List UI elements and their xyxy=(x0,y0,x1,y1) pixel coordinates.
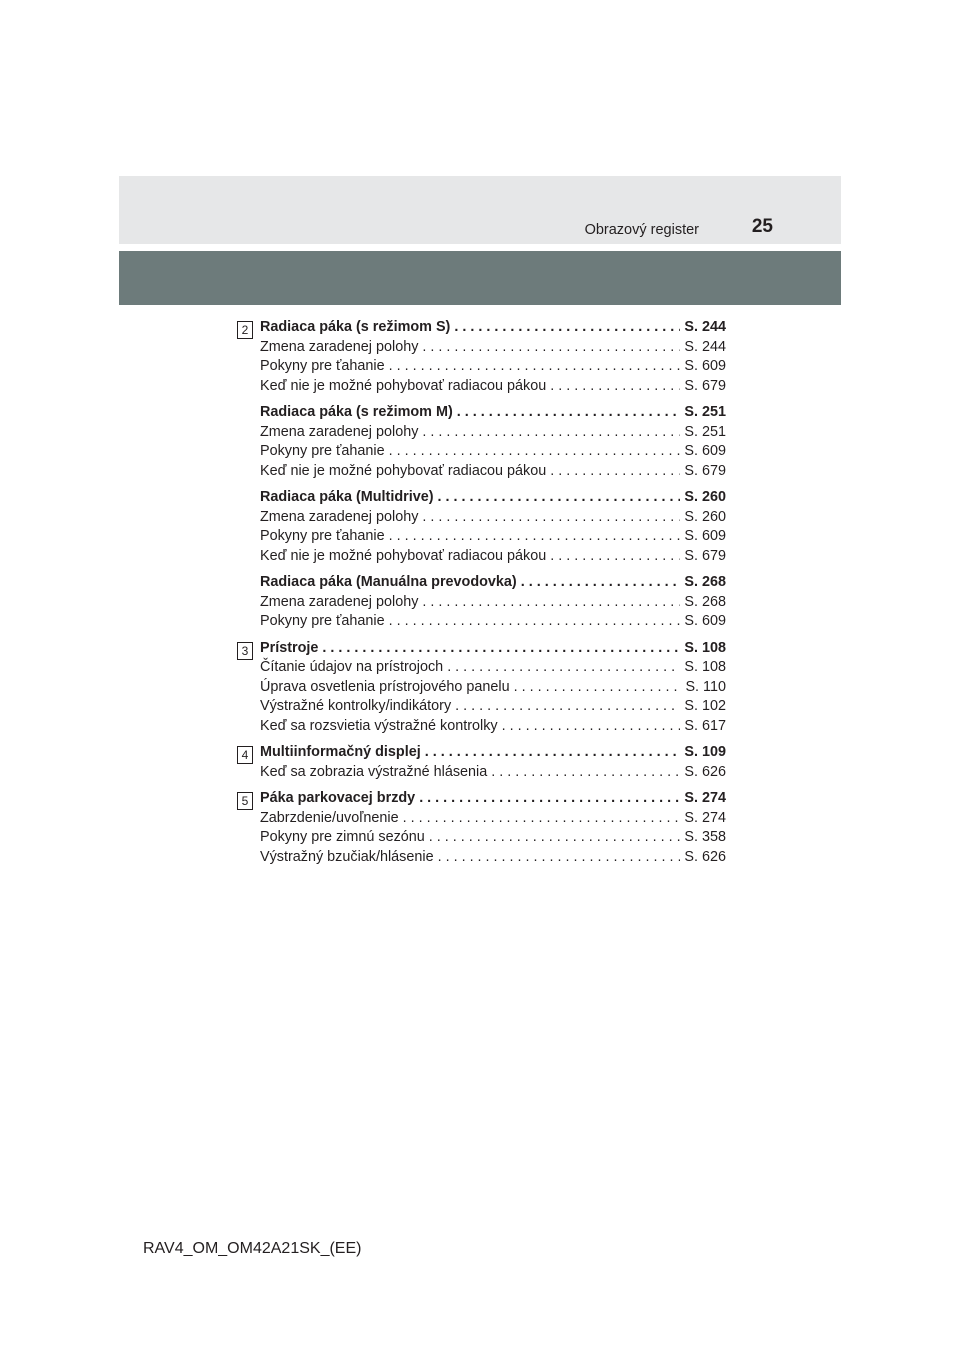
dot-leader xyxy=(521,573,681,593)
dot-leader xyxy=(514,678,682,698)
entry-page-ref: S. 108 xyxy=(684,659,726,675)
index-sub-entry[interactable] xyxy=(260,828,726,848)
index-group xyxy=(236,743,726,782)
dot-leader xyxy=(447,658,680,678)
entry-label: Výstražný bzučiak/hlásenie xyxy=(260,848,434,865)
entry-page-ref: S. 679 xyxy=(684,377,726,394)
index-heading-entry[interactable] xyxy=(260,403,726,423)
index-sub-entry[interactable] xyxy=(260,612,726,632)
dot-leader xyxy=(389,442,681,462)
chapter-bar xyxy=(119,251,841,305)
entry-page-ref: S. 109 xyxy=(684,744,726,760)
callout-number-badge: 3 xyxy=(237,642,253,660)
entry-page-ref: S. 110 xyxy=(685,678,726,695)
index-heading-entry[interactable] xyxy=(260,639,726,659)
index-group xyxy=(236,488,726,566)
entry-label: Zabrzdenie/uvoľnenie xyxy=(260,809,399,826)
entry-page-ref: S. 251 xyxy=(684,423,726,440)
entry-page-ref: S. 609 xyxy=(684,443,726,459)
entry-label: Zmena zaradenej polohy xyxy=(260,593,419,610)
entry-page-ref: S. 260 xyxy=(684,508,726,525)
entry-label: Zmena zaradenej polohy xyxy=(260,423,419,440)
dot-leader xyxy=(403,809,681,829)
entry-label: Radiaca páka (Multidrive) xyxy=(260,489,434,505)
index-sub-entry[interactable] xyxy=(260,527,726,547)
page-number: 25 xyxy=(751,216,773,237)
entry-label: Keď nie je možné pohybovať radiacou pákou xyxy=(260,377,547,394)
dot-leader xyxy=(422,338,680,358)
entry-label: Keď nie je možné pohybovať radiacou pákou xyxy=(260,462,547,479)
callout-number-badge: 2 xyxy=(237,321,253,339)
dot-leader xyxy=(389,612,681,632)
dot-leader xyxy=(422,593,680,613)
index-sub-entry[interactable] xyxy=(260,547,726,567)
index-sub-entry[interactable] xyxy=(260,442,726,462)
entry-page-ref: S. 617 xyxy=(684,717,726,734)
index-group xyxy=(236,789,726,867)
entry-page-ref: S. 626 xyxy=(684,848,726,865)
index-group xyxy=(236,639,726,737)
dot-leader xyxy=(454,318,680,338)
dot-leader xyxy=(425,743,681,763)
dot-leader xyxy=(322,639,680,659)
index-sub-entry[interactable] xyxy=(260,678,726,698)
entry-page-ref: S. 268 xyxy=(684,593,726,610)
index-sub-entry[interactable] xyxy=(260,848,726,868)
dot-leader xyxy=(389,357,681,377)
index-group xyxy=(236,318,726,396)
entry-label: Pokyny pre ťahanie xyxy=(260,613,385,629)
entry-label: Výstražné kontrolky/indikátory xyxy=(260,698,452,714)
dot-leader xyxy=(438,488,681,508)
entry-page-ref: S. 108 xyxy=(684,639,726,656)
dot-leader xyxy=(438,848,681,868)
index-sub-entry[interactable] xyxy=(260,593,726,613)
entry-label: Zmena zaradenej polohy xyxy=(260,508,419,525)
entry-page-ref: S. 268 xyxy=(684,574,726,590)
index-sub-entry[interactable] xyxy=(260,462,726,482)
entry-label: Prístroje xyxy=(260,639,319,656)
dot-leader xyxy=(550,462,680,482)
entry-page-ref: S. 260 xyxy=(684,489,726,505)
index-list xyxy=(236,318,726,874)
dot-leader xyxy=(422,423,680,443)
entry-label: Multiinformačný displej xyxy=(260,744,421,760)
entry-label: Úprava osvetlenia prístrojového panelu xyxy=(260,678,510,695)
index-group xyxy=(236,403,726,481)
entry-page-ref: S. 679 xyxy=(684,547,726,564)
index-sub-entry[interactable] xyxy=(260,763,726,783)
index-heading-entry[interactable] xyxy=(260,488,726,508)
entry-page-ref: S. 274 xyxy=(684,809,726,826)
entry-label: Pokyny pre ťahanie xyxy=(260,358,385,374)
entry-page-ref: S. 358 xyxy=(684,829,726,845)
index-sub-entry[interactable] xyxy=(260,423,726,443)
index-heading-entry[interactable] xyxy=(260,743,726,763)
dot-leader xyxy=(422,508,680,528)
index-sub-entry[interactable] xyxy=(260,697,726,717)
entry-page-ref: S. 609 xyxy=(684,528,726,544)
entry-page-ref: S. 102 xyxy=(684,698,726,714)
index-sub-entry[interactable] xyxy=(260,508,726,528)
entry-label: Radiaca páka (Manuálna prevodovka) xyxy=(260,574,517,590)
index-sub-entry[interactable] xyxy=(260,338,726,358)
entry-page-ref: S. 609 xyxy=(684,358,726,374)
dot-leader xyxy=(502,717,681,737)
header-band xyxy=(119,176,841,244)
dot-leader xyxy=(455,697,680,717)
entry-page-ref: S. 274 xyxy=(684,790,726,806)
index-sub-entry[interactable] xyxy=(260,377,726,397)
dot-leader xyxy=(550,547,680,567)
entry-page-ref: S. 251 xyxy=(684,404,726,420)
entry-page-ref: S. 244 xyxy=(684,338,726,355)
entry-label: Keď nie je možné pohybovať radiacou pákou xyxy=(260,547,547,564)
dot-leader xyxy=(550,377,680,397)
entry-page-ref: S. 679 xyxy=(684,462,726,479)
dot-leader xyxy=(419,789,680,809)
index-heading-entry[interactable] xyxy=(260,789,726,809)
entry-label: Radiaca páka (s režimom S) xyxy=(260,319,451,335)
dot-leader xyxy=(389,527,681,547)
entry-label: Keď sa zobrazia výstražné hlásenia xyxy=(260,763,488,780)
dot-leader xyxy=(457,403,681,423)
index-heading-entry[interactable] xyxy=(260,318,726,338)
index-sub-entry[interactable] xyxy=(260,717,726,737)
entry-label: Zmena zaradenej polohy xyxy=(260,338,419,355)
index-sub-entry[interactable] xyxy=(260,357,726,377)
index-heading-entry[interactable] xyxy=(260,573,726,593)
index-group xyxy=(236,573,726,632)
entry-label: Radiaca páka (s režimom M) xyxy=(260,404,453,420)
callout-number-badge: 4 xyxy=(237,746,253,764)
entry-label: Pokyny pre ťahanie xyxy=(260,528,385,544)
dot-leader xyxy=(429,828,681,848)
entry-label: Páka parkovacej brzdy xyxy=(260,790,416,806)
doc-code: RAV4_OM_OM42A21SK_(EE) xyxy=(143,1240,362,1257)
entry-page-ref: S. 609 xyxy=(684,613,726,629)
entry-page-ref: S. 626 xyxy=(684,763,726,780)
entry-label: Čítanie údajov na prístrojoch xyxy=(260,659,444,675)
entry-label: Pokyny pre ťahanie xyxy=(260,443,385,459)
section-title: Obrazový register xyxy=(584,222,699,238)
entry-label: Keď sa rozsvietia výstražné kontrolky xyxy=(260,717,498,734)
index-sub-entry[interactable] xyxy=(260,809,726,829)
index-sub-entry[interactable] xyxy=(260,658,726,678)
entry-label: Pokyny pre zimnú sezónu xyxy=(260,829,425,845)
entry-page-ref: S. 244 xyxy=(684,319,726,335)
callout-number-badge: 5 xyxy=(237,792,253,810)
dot-leader xyxy=(491,763,680,783)
